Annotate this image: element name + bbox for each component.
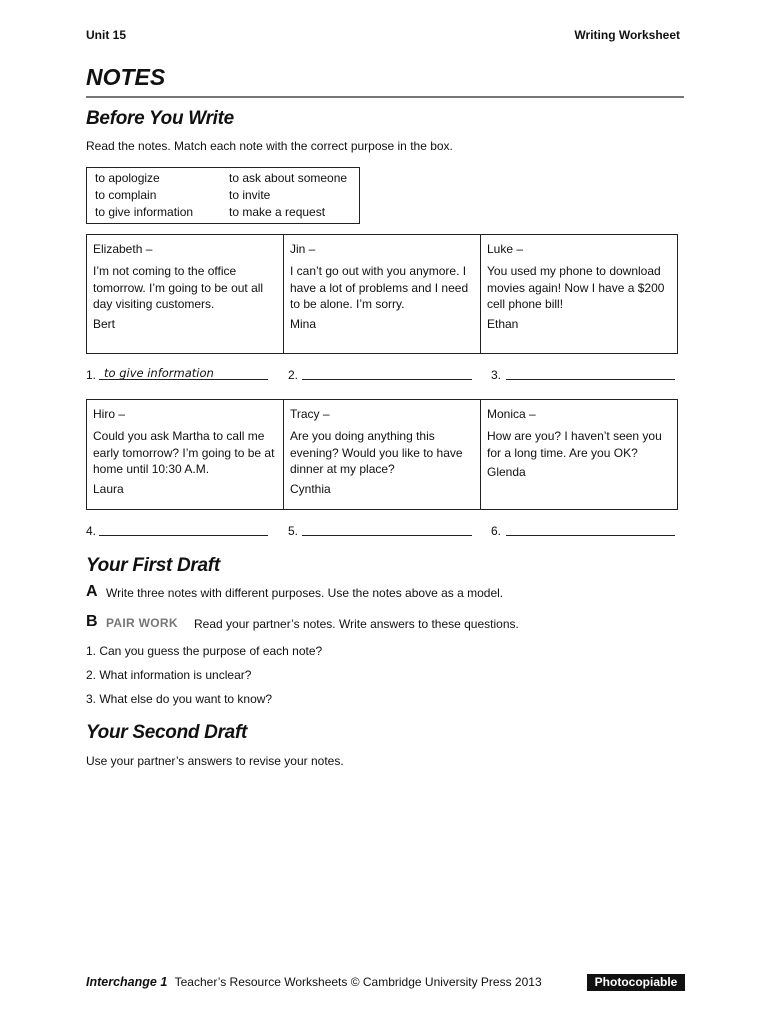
footer	[86, 975, 542, 989]
first-draft-heading: Your First Draft	[86, 555, 220, 576]
note-recipient: Tracy –	[290, 407, 330, 421]
note-body: Are you doing anything this evening? Would you like to have dinner at my place?	[290, 429, 463, 476]
footer-brand: Interchange 1	[86, 975, 168, 989]
before-instruction: Read the notes. Match each note with the correct purpose in the box.	[86, 139, 453, 153]
note-sender: Laura	[93, 481, 124, 496]
question-item: 1. Can you guess the purpose of each note?	[86, 644, 323, 658]
step-b-letter: B	[86, 613, 98, 630]
purpose-item: to complain	[95, 188, 157, 202]
footer-text: Teacher’s Resource Worksheets © Cambridge University Press 2013	[174, 975, 542, 989]
pair-work-label: PAIR WORK	[106, 616, 178, 630]
answer-text: to give information	[104, 366, 214, 380]
answer-number: 1.	[86, 368, 97, 382]
note-body: Could you ask Martha to call me early tomorrow? I’m going to be at home until 10:30 A.M.	[93, 429, 275, 476]
answer-number: 3.	[491, 368, 502, 382]
note-card	[283, 235, 480, 353]
question-item: 2. What information is unclear?	[86, 668, 252, 682]
question-item: 3. What else do you want to know?	[86, 692, 273, 706]
note-sender: Cynthia	[290, 481, 331, 496]
answer-line-3[interactable]	[506, 379, 675, 380]
answer-number: 4.	[86, 524, 97, 538]
note-body: How are you? I haven’t seen you for a long time. Are you OK?	[487, 429, 662, 460]
worksheet-label: Writing Worksheet	[574, 28, 680, 42]
note-body: I’m not coming to the office tomorrow. I’m going to be out all day visiting customers.	[93, 264, 264, 311]
unit-label: Unit 15	[86, 28, 127, 42]
answer-number: 6.	[491, 524, 502, 538]
page-title: NOTES	[86, 64, 166, 90]
answer-line-2[interactable]	[302, 379, 472, 380]
step-b-text: Read your partner’s notes. Write answers to these questions.	[194, 617, 519, 631]
note-recipient: Luke –	[487, 242, 524, 256]
step-a-text: Write three notes with different purposes. Use the notes above as a model.	[106, 586, 504, 600]
note-recipient: Monica –	[487, 407, 536, 421]
note-card	[480, 235, 677, 353]
before-you-write-heading: Before You Write	[86, 108, 234, 129]
note-sender: Ethan	[487, 316, 519, 331]
note-recipient: Elizabeth –	[93, 242, 153, 256]
note-sender: Mina	[290, 316, 317, 331]
answer-line-4[interactable]	[99, 535, 268, 536]
note-sender: Glenda	[487, 465, 526, 479]
purpose-item: to make a request	[229, 205, 326, 219]
step-a-letter: A	[86, 583, 98, 600]
note-card	[283, 400, 480, 509]
photocopiable-badge: Photocopiable	[587, 974, 685, 991]
note-body: You used my phone to download movies again! Now I have a $200 cell phone bill!	[487, 264, 665, 311]
note-recipient: Jin –	[290, 242, 316, 256]
answer-line-5[interactable]	[302, 535, 472, 536]
second-draft-text: Use your partner’s answers to revise your notes.	[86, 754, 344, 768]
purpose-item: to invite	[229, 188, 271, 202]
answer-line-1[interactable]	[99, 379, 268, 380]
note-card	[480, 400, 677, 509]
note-body: I can’t go out with you anymore. I have a lot of problems and I need to be alone. I’m sorry.	[290, 264, 469, 311]
purpose-item: to apologize	[95, 171, 160, 185]
second-draft-heading: Your Second Draft	[86, 722, 247, 743]
note-card	[87, 235, 283, 353]
purpose-item: to give information	[95, 205, 194, 219]
note-card	[87, 400, 283, 509]
notes-table-1	[86, 234, 678, 354]
purpose-item: to ask about someone	[229, 171, 348, 185]
note-sender: Bert	[93, 316, 116, 331]
title-rule	[86, 96, 684, 98]
answer-number: 2.	[288, 368, 299, 382]
answer-number: 5.	[288, 524, 299, 538]
notes-table-2	[86, 399, 678, 510]
note-recipient: Hiro –	[93, 407, 126, 421]
purpose-box	[86, 167, 360, 224]
answer-line-6[interactable]	[506, 535, 675, 536]
